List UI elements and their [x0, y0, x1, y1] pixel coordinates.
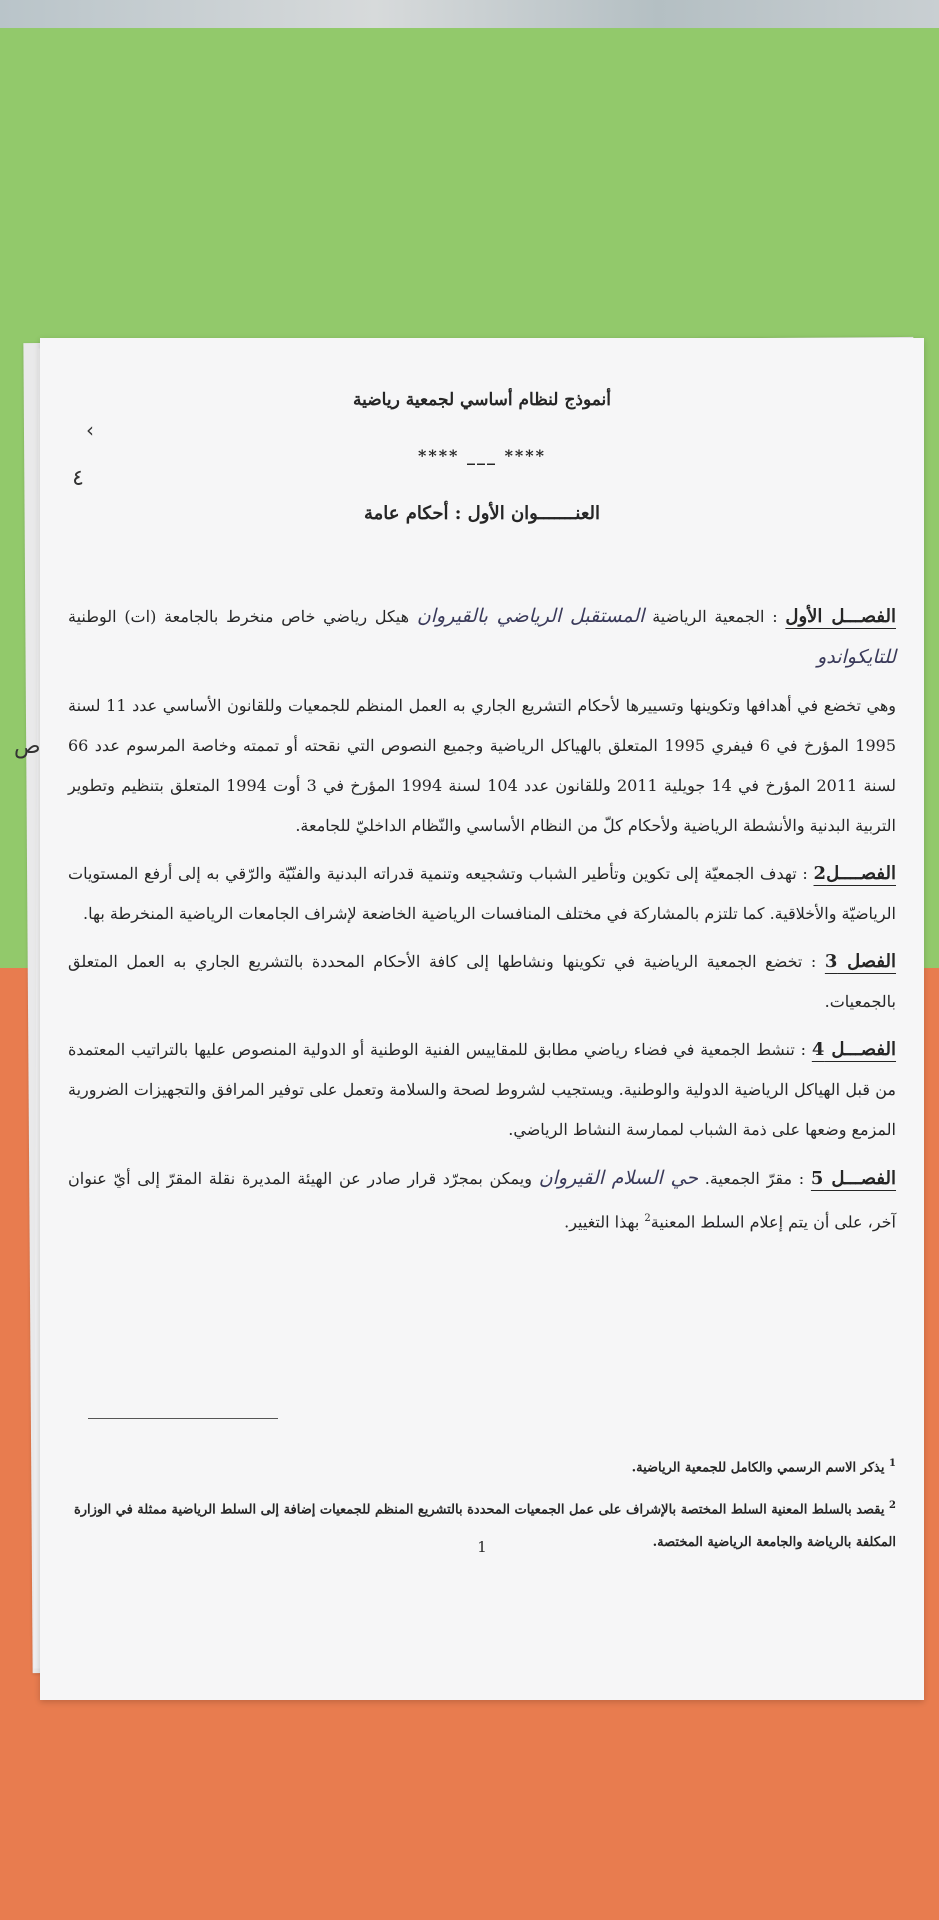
- footnote-2-text: يقصد بالسلط المعنية السلط المختصة بالإشراف على عمل الجمعيات المحددة بالتشريع المنظم للجمعيات إضافة إلى السلط الرياضية ممثلة في الوزارة المكلفة بالرياضة والجامعة الرياضية المختصة.: [73, 1502, 896, 1550]
- page-number: 1: [477, 1538, 487, 1556]
- article-5-text-end: بهذا التغيير.: [564, 1212, 645, 1232]
- article-1: [68, 596, 896, 678]
- title-separator: **** ___ ****: [417, 446, 547, 465]
- article-4-text: : تنشط الجمعية في فضاء رياضي مطابق للمقاييس الفنية الوطنية أو الدولية المنصوص عليها بالتراتيب المعتمدة من قبل الهياكل الرياضية الدولية والوطنية. ويستجيب لشروط لصحة والسلامة وتعمل على توفير المرافق والتجهيزات الضرورية المزمع وضعها على ذمة الشباب لممارسة النشاط الرياضي.: [68, 1040, 897, 1139]
- margin-mark-top: ›: [86, 418, 94, 442]
- footnote-1-text: يذكر الاسم الرسمي والكامل للجمعية الرياضية.: [631, 1460, 890, 1476]
- article-5-footnote-ref: 2: [644, 1213, 651, 1224]
- article-5-text-after: ويمكن بمجرّد قرار صادر عن الهيئة المديرة نقلة المقرّ إلى أيّ عنوان آخر، على أن يتم إعلام السلط المعنية: [68, 1169, 896, 1232]
- background-top-strip: [0, 0, 939, 28]
- article-1-handwritten-federation: للتايكواندو: [817, 646, 896, 668]
- article-4: [68, 1030, 896, 1150]
- article-3: [68, 942, 896, 1022]
- article-3-text: : تخضع الجمعية الرياضية في تكوينها ونشاطها إلى كافة الأحكام المحددة بالتشريع الجاري به العمل المتعلق بالجمعيات.: [68, 952, 896, 1011]
- footnote-rule: [88, 1418, 278, 1419]
- footnote-1-number: 1: [889, 1458, 896, 1469]
- article-2-text: : تهدف الجمعيّة إلى تكوين وتأطير الشباب وتشجيعه وتنمية قدراته البدنية والفنّيّة والرّقي به إلى أرفع المستويات الرياضيّة والأخلاقية. كما تلتزم بالمشاركة في مختلف المنافسات الرياضية الخاضعة لإشراف الجامعات الرياضية المنخرطة بها.: [68, 864, 896, 923]
- margin-mark-outside: ص: [14, 734, 41, 759]
- article-1-text-before: : الجمعية الرياضية: [644, 607, 786, 626]
- footnote-1: [68, 1448, 896, 1484]
- margin-mark-left: ٤: [72, 466, 84, 491]
- article-5: [68, 1158, 896, 1242]
- article-5-label: الفصـــل 5: [810, 1168, 897, 1189]
- article-3-label: الفصل 3: [824, 951, 897, 972]
- document-page: [14, 338, 924, 1700]
- document-title: أنموذج لنظام أساسي لجمعية رياضية: [352, 390, 612, 410]
- article-5-text-before: : مقرّ الجمعية.: [698, 1169, 811, 1188]
- article-1-label: الفصـــل الأول: [785, 606, 897, 627]
- footnote-2-number: 2: [889, 1500, 896, 1512]
- article-5-handwritten-address: حي السلام القيروان: [538, 1167, 699, 1189]
- article-1-text-after: هيكل رياضي خاص منخرط بالجامعة (ات) الوطنية: [68, 607, 417, 626]
- article-1-handwritten-name: المستقبل الرياضي بالقيروان: [416, 605, 645, 627]
- article-4-label: الفصـــل 4: [811, 1039, 897, 1060]
- article-1-body: وهي تخضع في أهدافها وتكوينها وتسييرها لأحكام التشريع الجاري به العمل المنظم للجمعيات وللقانون الأساسي عدد 11 لسنة 1995 المؤرخ في 6 فيفري 1995 المتعلق بالهياكل الرياضية وجميع النصوص التي نقحته أو تممته وخاصة المرسوم عدد 66 لسنة 2011 المؤرخ في 14 جويلية 2011 وللقانون عدد 104 لسنة 1994 المؤرخ في 3 أوت 1994 المتعلق بتنظيم وتطوير التربية البدنية والأنشطة الرياضية ولأحكام كلّ من النظام الأساسي والنّظام الداخليّ للجامعة.: [68, 696, 897, 835]
- document-body: [68, 596, 896, 1250]
- article-2: [68, 854, 896, 934]
- article-2-label: الفصــــل2: [813, 863, 896, 884]
- section-heading: العنـــــــوان الأول : أحكام عامة: [364, 503, 600, 524]
